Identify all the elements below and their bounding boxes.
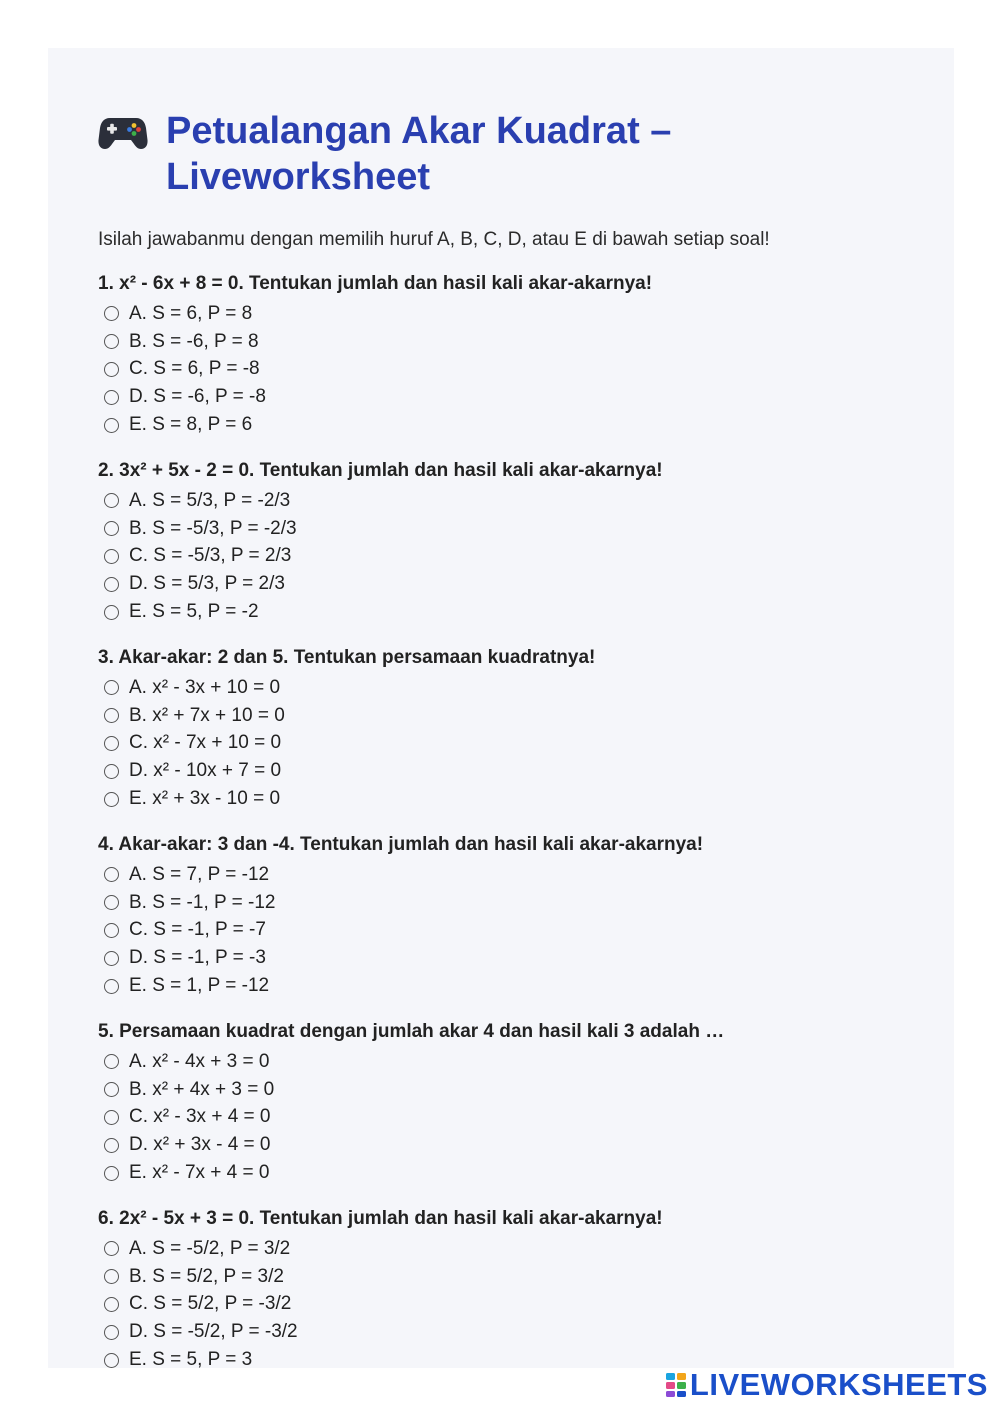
- liveworksheets-logo[interactable]: [666, 1365, 988, 1405]
- option-label: C. x² - 7x + 10 = 0: [129, 732, 282, 754]
- question-1: [98, 272, 904, 439]
- option-5a[interactable]: [98, 1048, 904, 1076]
- radio-button[interactable]: [104, 1269, 119, 1284]
- radio-button[interactable]: [104, 605, 119, 620]
- option-3e[interactable]: [98, 785, 904, 813]
- option-2e[interactable]: [98, 598, 904, 626]
- radio-button[interactable]: [104, 418, 119, 433]
- option-1b[interactable]: [98, 328, 904, 356]
- option-6d[interactable]: [98, 1318, 904, 1346]
- option-2b[interactable]: [98, 515, 904, 543]
- question-list: [98, 272, 904, 1374]
- radio-button[interactable]: [104, 1082, 119, 1097]
- question-3: [98, 646, 904, 813]
- option-4a[interactable]: [98, 861, 904, 889]
- option-label: D. x² + 3x - 4 = 0: [129, 1134, 271, 1156]
- radio-button[interactable]: [104, 736, 119, 751]
- option-1e[interactable]: [98, 411, 904, 439]
- option-6c[interactable]: [98, 1291, 904, 1319]
- radio-button[interactable]: [104, 577, 119, 592]
- option-label: E. S = 1, P = -12: [129, 975, 270, 997]
- radio-button[interactable]: [104, 951, 119, 966]
- radio-button[interactable]: [104, 306, 119, 321]
- option-4d[interactable]: [98, 944, 904, 972]
- option-label: E. x² + 3x - 10 = 0: [129, 788, 281, 810]
- radio-button[interactable]: [104, 1054, 119, 1069]
- option-label: E. S = 5, P = -2: [129, 601, 259, 623]
- option-label: A. S = 7, P = -12: [129, 863, 270, 885]
- option-5b[interactable]: [98, 1076, 904, 1104]
- option-2d[interactable]: [98, 570, 904, 598]
- radio-button[interactable]: [104, 1297, 119, 1312]
- option-label: B. S = -6, P = 8: [129, 330, 259, 352]
- option-6b[interactable]: [98, 1263, 904, 1291]
- option-label: C. S = 6, P = -8: [129, 358, 260, 380]
- option-label: D. S = -1, P = -3: [129, 947, 266, 969]
- radio-button[interactable]: [104, 390, 119, 405]
- option-label: C. S = -5/3, P = 2/3: [129, 545, 292, 567]
- radio-button[interactable]: [104, 764, 119, 779]
- option-4e[interactable]: [98, 972, 904, 1000]
- option-1c[interactable]: [98, 356, 904, 384]
- option-label: A. x² - 3x + 10 = 0: [129, 676, 281, 698]
- option-3c[interactable]: [98, 730, 904, 758]
- page-title-text: Petualangan Akar Kuadrat – Liveworksheet: [166, 110, 672, 198]
- question-2: [98, 459, 904, 626]
- option-label: E. x² - 7x + 4 = 0: [129, 1162, 270, 1184]
- option-1a[interactable]: [98, 300, 904, 328]
- option-label: A. S = 5/3, P = -2/3: [129, 489, 291, 511]
- option-5c[interactable]: [98, 1104, 904, 1132]
- option-label: C. x² - 3x + 4 = 0: [129, 1106, 271, 1128]
- option-3a[interactable]: [98, 674, 904, 702]
- option-6a[interactable]: [98, 1235, 904, 1263]
- option-label: E. S = 8, P = 6: [129, 414, 253, 436]
- option-label: E. S = 5, P = 3: [129, 1349, 253, 1370]
- option-label: B. S = 5/2, P = 3/2: [129, 1265, 284, 1287]
- option-3b[interactable]: [98, 702, 904, 730]
- question-text: 1. x² - 6x + 8 = 0. Tentukan jumlah dan hasil kali akar-akarnya!: [98, 273, 653, 294]
- radio-button[interactable]: [104, 1325, 119, 1340]
- radio-button[interactable]: [104, 867, 119, 882]
- option-label: C. S = -1, P = -7: [129, 919, 266, 941]
- option-label: A. x² - 4x + 3 = 0: [129, 1050, 270, 1072]
- radio-button[interactable]: [104, 895, 119, 910]
- question-6: [98, 1207, 904, 1374]
- radio-button[interactable]: [104, 1353, 119, 1368]
- radio-button[interactable]: [104, 362, 119, 377]
- radio-button[interactable]: [104, 923, 119, 938]
- radio-button[interactable]: [104, 1166, 119, 1181]
- liveworksheets-logo-icon: [666, 1372, 688, 1398]
- option-label: C. S = 5/2, P = -3/2: [129, 1293, 292, 1315]
- option-label: D. S = -6, P = -8: [129, 386, 266, 408]
- option-2a[interactable]: [98, 487, 904, 515]
- radio-button[interactable]: [104, 493, 119, 508]
- question-text: 5. Persamaan kuadrat dengan jumlah akar 4 dan hasil kali 3 adalah …: [98, 1020, 725, 1042]
- radio-button[interactable]: [104, 1138, 119, 1153]
- radio-button[interactable]: [104, 1110, 119, 1125]
- option-2c[interactable]: [98, 543, 904, 571]
- option-label: B. x² + 7x + 10 = 0: [129, 704, 285, 726]
- radio-button[interactable]: [104, 521, 119, 536]
- option-label: D. x² - 10x + 7 = 0: [129, 760, 282, 782]
- question-text: 4. Akar-akar: 3 dan -4. Tentukan jumlah dan hasil kali akar-akarnya!: [98, 833, 704, 855]
- question-5: [98, 1020, 904, 1187]
- radio-button[interactable]: [104, 708, 119, 723]
- page-title: [98, 108, 904, 200]
- radio-button[interactable]: [104, 792, 119, 807]
- option-label: D. S = -5/2, P = -3/2: [129, 1321, 298, 1343]
- option-label: A. S = -5/2, P = 3/2: [129, 1237, 291, 1259]
- question-4: [98, 833, 904, 1000]
- option-4b[interactable]: [98, 889, 904, 917]
- instructions: Isilah jawabanmu dengan memilih huruf A, B, C, D, atau E di bawah setiap soal!: [98, 229, 770, 250]
- option-4c[interactable]: [98, 917, 904, 945]
- question-text: 6. 2x² - 5x + 3 = 0. Tentukan jumlah dan hasil kali akar-akarnya!: [98, 1207, 663, 1229]
- question-text: 2. 3x² + 5x - 2 = 0. Tentukan jumlah dan hasil kali akar-akarnya!: [98, 459, 663, 481]
- radio-button[interactable]: [104, 979, 119, 994]
- game-controller-icon: [98, 108, 152, 154]
- option-label: D. S = 5/3, P = 2/3: [129, 573, 285, 595]
- radio-button[interactable]: [104, 549, 119, 564]
- radio-button[interactable]: [104, 334, 119, 349]
- option-1d[interactable]: [98, 383, 904, 411]
- radio-button[interactable]: [104, 680, 119, 695]
- radio-button[interactable]: [104, 1241, 119, 1256]
- logo-text: LIVEWORKSHEETS: [689, 1367, 988, 1402]
- worksheet-card: [48, 48, 954, 1368]
- option-5e[interactable]: [98, 1159, 904, 1187]
- question-text: 3. Akar-akar: 2 dan 5. Tentukan persamaan kuadratnya!: [98, 646, 596, 668]
- option-3d[interactable]: [98, 757, 904, 785]
- option-label: B. x² + 4x + 3 = 0: [129, 1078, 275, 1100]
- option-5d[interactable]: [98, 1131, 904, 1159]
- option-label: A. S = 6, P = 8: [129, 302, 253, 324]
- option-label: B. S = -1, P = -12: [129, 891, 276, 913]
- option-label: B. S = -5/3, P = -2/3: [129, 517, 297, 539]
